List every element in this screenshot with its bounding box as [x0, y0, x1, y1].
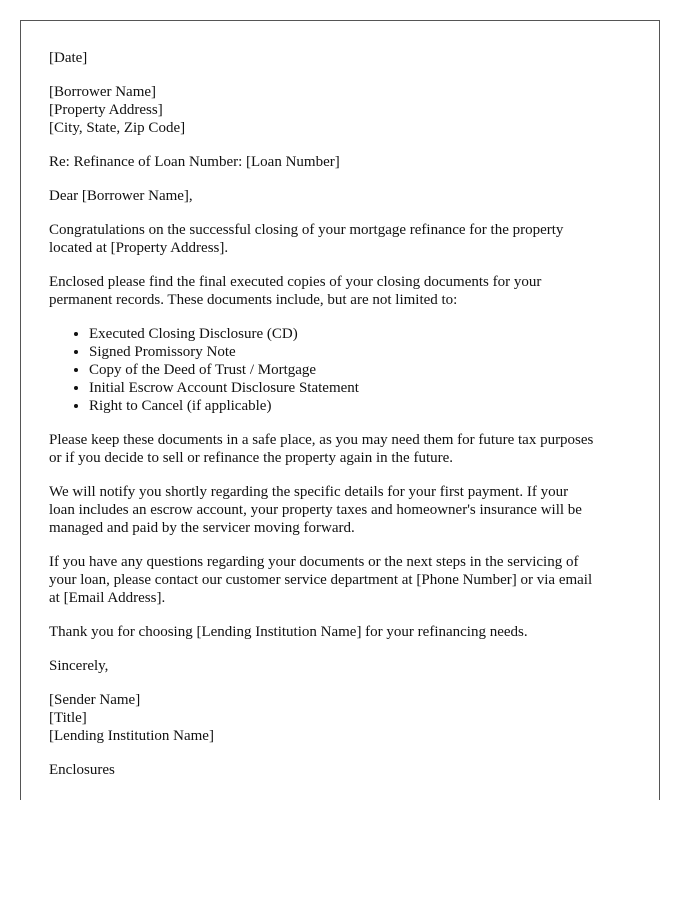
recipient-property-address: [Property Address] — [49, 102, 163, 118]
list-item: • Initial Escrow Account Disclosure Statement — [89, 379, 637, 397]
enclosures-note: Enclosures — [49, 762, 115, 778]
paragraph-line: We will notify you shortly regarding the specific details for your first payment. If your — [49, 484, 569, 500]
sender-name: [Sender Name] — [49, 692, 141, 708]
paragraph-line: at [Email Address]. — [49, 590, 166, 606]
sender-institution: [Lending Institution Name] — [49, 728, 214, 744]
paragraph-line: Congratulations on the successful closing of your mortgage refinance for the property — [49, 222, 564, 238]
paragraph-line: loan includes an escrow account, your property taxes and homeowner's insurance will be — [49, 502, 582, 518]
documents-list — [49, 325, 637, 415]
paragraph-first-payment — [49, 483, 637, 537]
list-item: • Executed Closing Disclosure (CD) — [89, 325, 637, 343]
paragraph-line: Please keep these documents in a safe place, as you may need them for future tax purposes — [49, 432, 594, 448]
paragraph-congratulations — [49, 221, 637, 257]
paragraph-contact — [49, 553, 637, 607]
paragraph-line: permanent records. These documents include, but are not limited to: — [49, 292, 458, 308]
paragraph-line: If you have any questions regarding your documents or the next steps in the servicing of — [49, 554, 579, 570]
paragraph-line: Enclosed please find the final executed copies of your closing documents for your — [49, 274, 542, 290]
sender-title: [Title] — [49, 710, 87, 726]
paragraph-line: your loan, please contact our customer service department at [Phone Number] or via email — [49, 572, 593, 588]
signature-block — [49, 691, 637, 745]
subject-line: Re: Refinance of Loan Number: [Loan Number] — [49, 154, 340, 170]
paragraph-line: or if you decide to sell or refinance the property again in the future. — [49, 450, 454, 466]
recipient-name: [Borrower Name] — [49, 84, 157, 100]
paragraph-safekeeping — [49, 431, 637, 467]
letter-date: [Date] — [49, 50, 88, 66]
recipient-address-block — [49, 83, 637, 137]
recipient-city-state-zip: [City, State, Zip Code] — [49, 120, 186, 136]
paragraph-enclosed-documents — [49, 273, 637, 309]
letter-page — [20, 20, 660, 800]
paragraph-line: located at [Property Address]. — [49, 240, 229, 256]
list-item: • Right to Cancel (if applicable) — [89, 397, 637, 415]
paragraph-thank-you: Thank you for choosing [Lending Institution Name] for your refinancing needs. — [49, 624, 528, 640]
list-item: • Copy of the Deed of Trust / Mortgage — [89, 361, 637, 379]
salutation: Dear [Borrower Name], — [49, 188, 193, 204]
closing: Sincerely, — [49, 658, 109, 674]
paragraph-line: managed and paid by the servicer moving forward. — [49, 520, 355, 536]
list-item: • Signed Promissory Note — [89, 343, 637, 361]
letter-content — [49, 49, 637, 779]
